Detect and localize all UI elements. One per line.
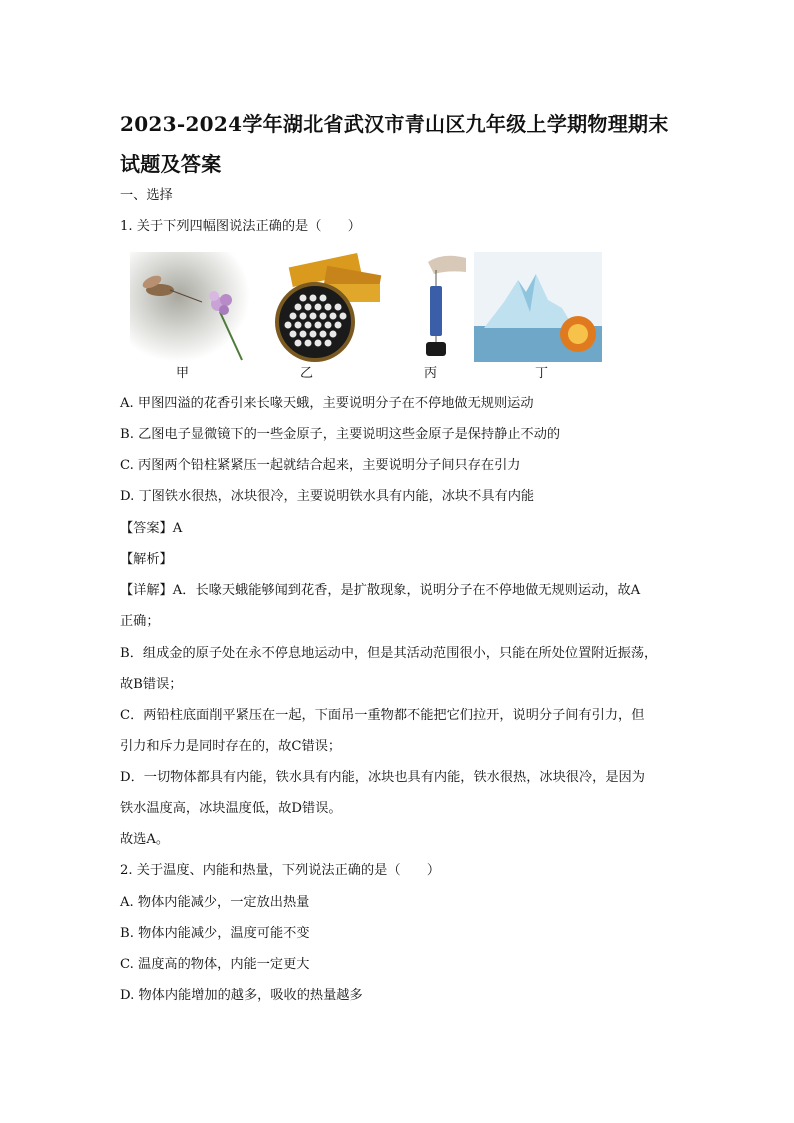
caption-ding: 丁 — [535, 366, 549, 381]
detail-line: C．两铅柱底面削平紧压在一起，下面吊一重物都不能把它们拉开，说明分子间有引力，但 — [120, 708, 645, 723]
detail-line: 引力和斥力是同时存在的，故C错误； — [120, 739, 342, 754]
question-2-option-b: B. 物体内能减少，温度可能不变 — [120, 926, 310, 941]
question-2-option-a: A. 物体内能减少，一定放出热量 — [120, 895, 310, 910]
moth-flower-image — [130, 252, 250, 362]
gold-atoms-image — [270, 252, 390, 362]
question-1-option-c: C. 丙图两个铅柱紧紧压一起就结合起来，主要说明分子间只存在引力 — [120, 458, 521, 473]
question-1-option-a: A. 甲图四溢的花香引来长喙天蛾，主要说明分子在不停地做无规则运动 — [120, 396, 534, 411]
detail-line: 【详解】A．长喙天蛾能够闻到花香，是扩散现象，说明分子在不停地做无规则运动，故A — [120, 583, 641, 598]
document-title: 2023-2024学年湖北省武汉市青山区九年级上学期物理期末试题及答案 — [120, 112, 669, 176]
question-1-stem: 1. 关于下列四幅图说法正确的是（ ） — [120, 219, 361, 234]
detail-line: 正确； — [120, 614, 160, 629]
question-2-option-c: C. 温度高的物体，内能一定更大 — [120, 957, 310, 972]
section-heading: 一、选择 — [120, 188, 173, 203]
caption-yi: 乙 — [300, 366, 314, 381]
detail-line: 铁水温度高，冰块温度低，故D错误。 — [120, 801, 342, 816]
detail-line: 故B错误； — [120, 677, 183, 692]
analysis-label: 【解析】 — [120, 552, 173, 567]
answer-label: 【答案】A — [120, 521, 183, 536]
question-2-stem: 2. 关于温度、内能和热量，下列说法正确的是（ ） — [120, 863, 441, 878]
caption-bing: 丙 — [424, 366, 438, 381]
question-1-option-d: D. 丁图铁水很热，冰块很冷，主要说明铁水具有内能，冰块不具有内能 — [120, 489, 535, 504]
detail-line: D．一切物体都具有内能，铁水具有内能，冰块也具有内能，铁水很热，冰块很冷，是因为 — [120, 770, 645, 785]
detail-line: B．组成金的原子处在永不停息地运动中，但是其活动范围很小，只能在所处位置附近振荡， — [120, 646, 658, 661]
lead-cylinders-image — [408, 252, 468, 362]
question-1-option-b: B. 乙图电子显微镜下的一些金原子，主要说明这些金原子是保持静止不动的 — [120, 427, 561, 442]
caption-jia: 甲 — [176, 366, 190, 381]
question-2-option-d: D. 物体内能增加的越多，吸收的热量越多 — [120, 988, 363, 1003]
question-1-figures — [130, 252, 610, 380]
conclusion-line: 故选A。 — [120, 832, 170, 847]
iceberg-molten-iron-image — [474, 252, 602, 362]
